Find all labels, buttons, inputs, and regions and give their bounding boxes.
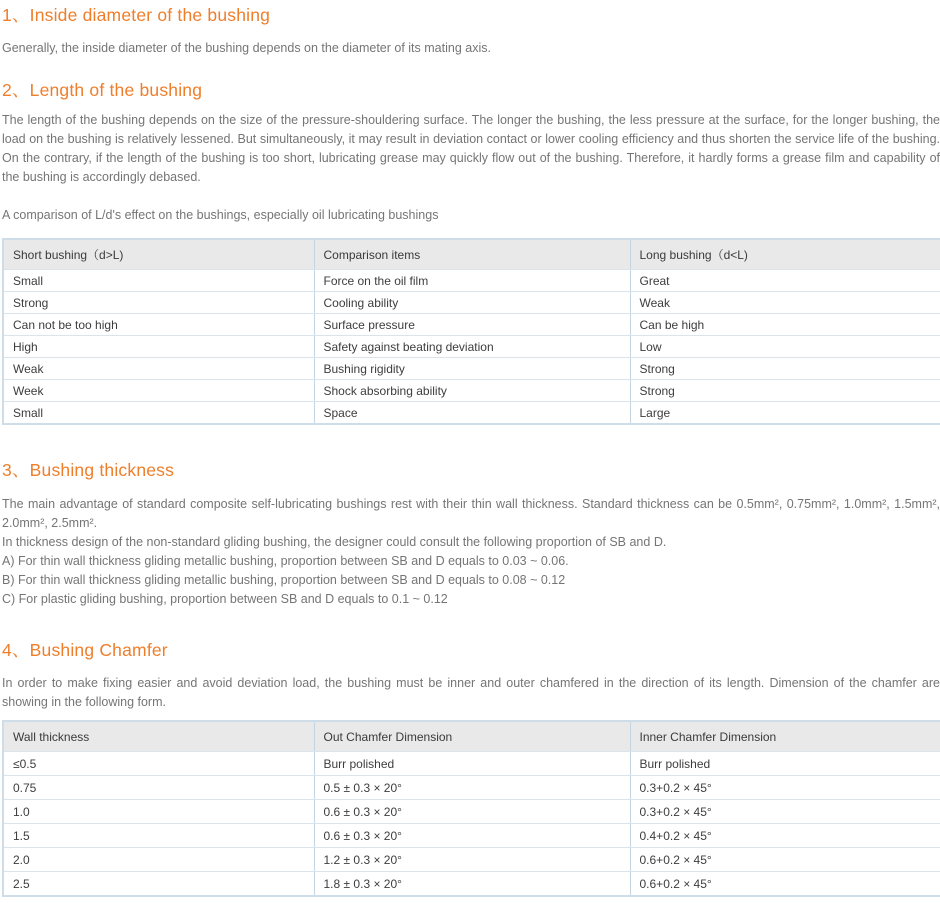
column-header-short-bushing: Short bushing（d>L) — [3, 239, 314, 270]
cell: 0.3+0.2 × 45° — [630, 800, 940, 824]
table-row — [3, 270, 940, 292]
section-inside-diameter — [2, 5, 940, 58]
cell: 0.6 ± 0.3 × 20° — [314, 824, 630, 848]
chamfer-table — [2, 720, 940, 897]
list-item-c: C) For plastic gliding bushing, proportion between SB and D equals to 0.1 ~ 0.12 — [2, 592, 448, 606]
column-header-inner-chamfer: Inner Chamfer Dimension — [630, 721, 940, 752]
cell: Small — [3, 270, 314, 292]
cell: Bushing rigidity — [314, 358, 630, 380]
cell: 0.4+0.2 × 45° — [630, 824, 940, 848]
cell: Surface pressure — [314, 314, 630, 336]
cell: 0.3+0.2 × 45° — [630, 776, 940, 800]
cell: Shock absorbing ability — [314, 380, 630, 402]
cell: 2.0 — [3, 848, 314, 872]
cell: Safety against beating deviation — [314, 336, 630, 358]
section-length — [2, 80, 940, 425]
column-header-out-chamfer: Out Chamfer Dimension — [314, 721, 630, 752]
cell: Large — [630, 402, 940, 425]
cell: Space — [314, 402, 630, 425]
cell: 0.6 ± 0.3 × 20° — [314, 800, 630, 824]
table-header-row — [3, 239, 940, 270]
cell: 1.0 — [3, 800, 314, 824]
column-header-long-bushing: Long bushing（d<L) — [630, 239, 940, 270]
cell: Small — [3, 402, 314, 425]
cell: ≤0.5 — [3, 752, 314, 776]
cell: Force on the oil film — [314, 270, 630, 292]
list-item-a: A) For thin wall thickness gliding metallic bushing, proportion between SB and D equals to 0.03 ~ 0.06. — [2, 554, 569, 568]
cell: Cooling ability — [314, 292, 630, 314]
cell: 1.5 — [3, 824, 314, 848]
section-thickness — [2, 460, 940, 609]
section-heading: 1、Inside diameter of the bushing — [2, 5, 271, 25]
paragraph: Generally, the inside diameter of the bushing depends on the diameter of its mating axis. — [2, 41, 491, 55]
table-row — [3, 800, 940, 824]
table-row — [3, 848, 940, 872]
table-row — [3, 776, 940, 800]
table-row — [3, 358, 940, 380]
comparison-table — [2, 238, 940, 425]
cell: Strong — [3, 292, 314, 314]
section-heading: 4、Bushing Chamfer — [2, 640, 168, 660]
cell: 0.6+0.2 × 45° — [630, 872, 940, 897]
document-body — [0, 5, 940, 903]
column-header-comparison-items: Comparison items — [314, 239, 630, 270]
table-row — [3, 292, 940, 314]
cell: High — [3, 336, 314, 358]
cell: Weak — [630, 292, 940, 314]
cell: Can be high — [630, 314, 940, 336]
table-row — [3, 380, 940, 402]
cell: Burr polished — [314, 752, 630, 776]
cell: Weak — [3, 358, 314, 380]
cell: Low — [630, 336, 940, 358]
cell: 0.6+0.2 × 45° — [630, 848, 940, 872]
cell: Strong — [630, 358, 940, 380]
column-header-wall-thickness: Wall thickness — [3, 721, 314, 752]
section-chamfer — [2, 640, 940, 897]
cell: Great — [630, 270, 940, 292]
section-heading: 2、Length of the bushing — [2, 80, 203, 100]
cell: 0.75 — [3, 776, 314, 800]
cell: 1.2 ± 0.3 × 20° — [314, 848, 630, 872]
cell: 2.5 — [3, 872, 314, 897]
cell: Can not be too high — [3, 314, 314, 336]
paragraph: In thickness design of the non-standard gliding bushing, the designer could consult the following proportion of SB and D. — [2, 535, 667, 549]
cell: Burr polished — [630, 752, 940, 776]
table-row — [3, 336, 940, 358]
table-row — [3, 824, 940, 848]
paragraph: In order to make fixing easier and avoid deviation load, the bushing must be inner and outer chamfered in the direction of its length. Dimension of the chamfer are showing in the following form. — [2, 676, 940, 709]
cell: Strong — [630, 380, 940, 402]
section-heading: 3、Bushing thickness — [2, 460, 175, 480]
cell: 0.5 ± 0.3 × 20° — [314, 776, 630, 800]
table-row — [3, 314, 940, 336]
table-row — [3, 872, 940, 897]
paragraph: A comparison of L/d's effect on the bushings, especially oil lubricating bushings — [2, 208, 439, 222]
cell: 1.8 ± 0.3 × 20° — [314, 872, 630, 897]
table-row — [3, 402, 940, 425]
table-row — [3, 752, 940, 776]
cell: Week — [3, 380, 314, 402]
list-item-b: B) For thin wall thickness gliding metallic bushing, proportion between SB and D equals to 0.08 ~ 0.12 — [2, 573, 566, 587]
thickness-text-block — [2, 495, 940, 609]
paragraph: The main advantage of standard composite self-lubricating bushings rest with their thin wall thickness. Standard thickness can be 0.5mm², 0.75mm², 1.0mm², 1.5mm², 2.0mm², 2.5mm². — [2, 497, 940, 530]
paragraph: The length of the bushing depends on the size of the pressure-shouldering surface. The longer the bushing, the less pressure at the surface, for the longer bushing, the load on the bushing is relatively lessened. But simultaneously, it may result in deviation contact or lower cooling efficiency and thus shorten the service life of the bushing. On the contrary, if the length of the bushing is too short, lubricating grease may quickly flow out of the bushing. Therefore, it hardly forms a grease film and capability of the bushing is accordingly debased. — [2, 113, 940, 184]
table-header-row — [3, 721, 940, 752]
